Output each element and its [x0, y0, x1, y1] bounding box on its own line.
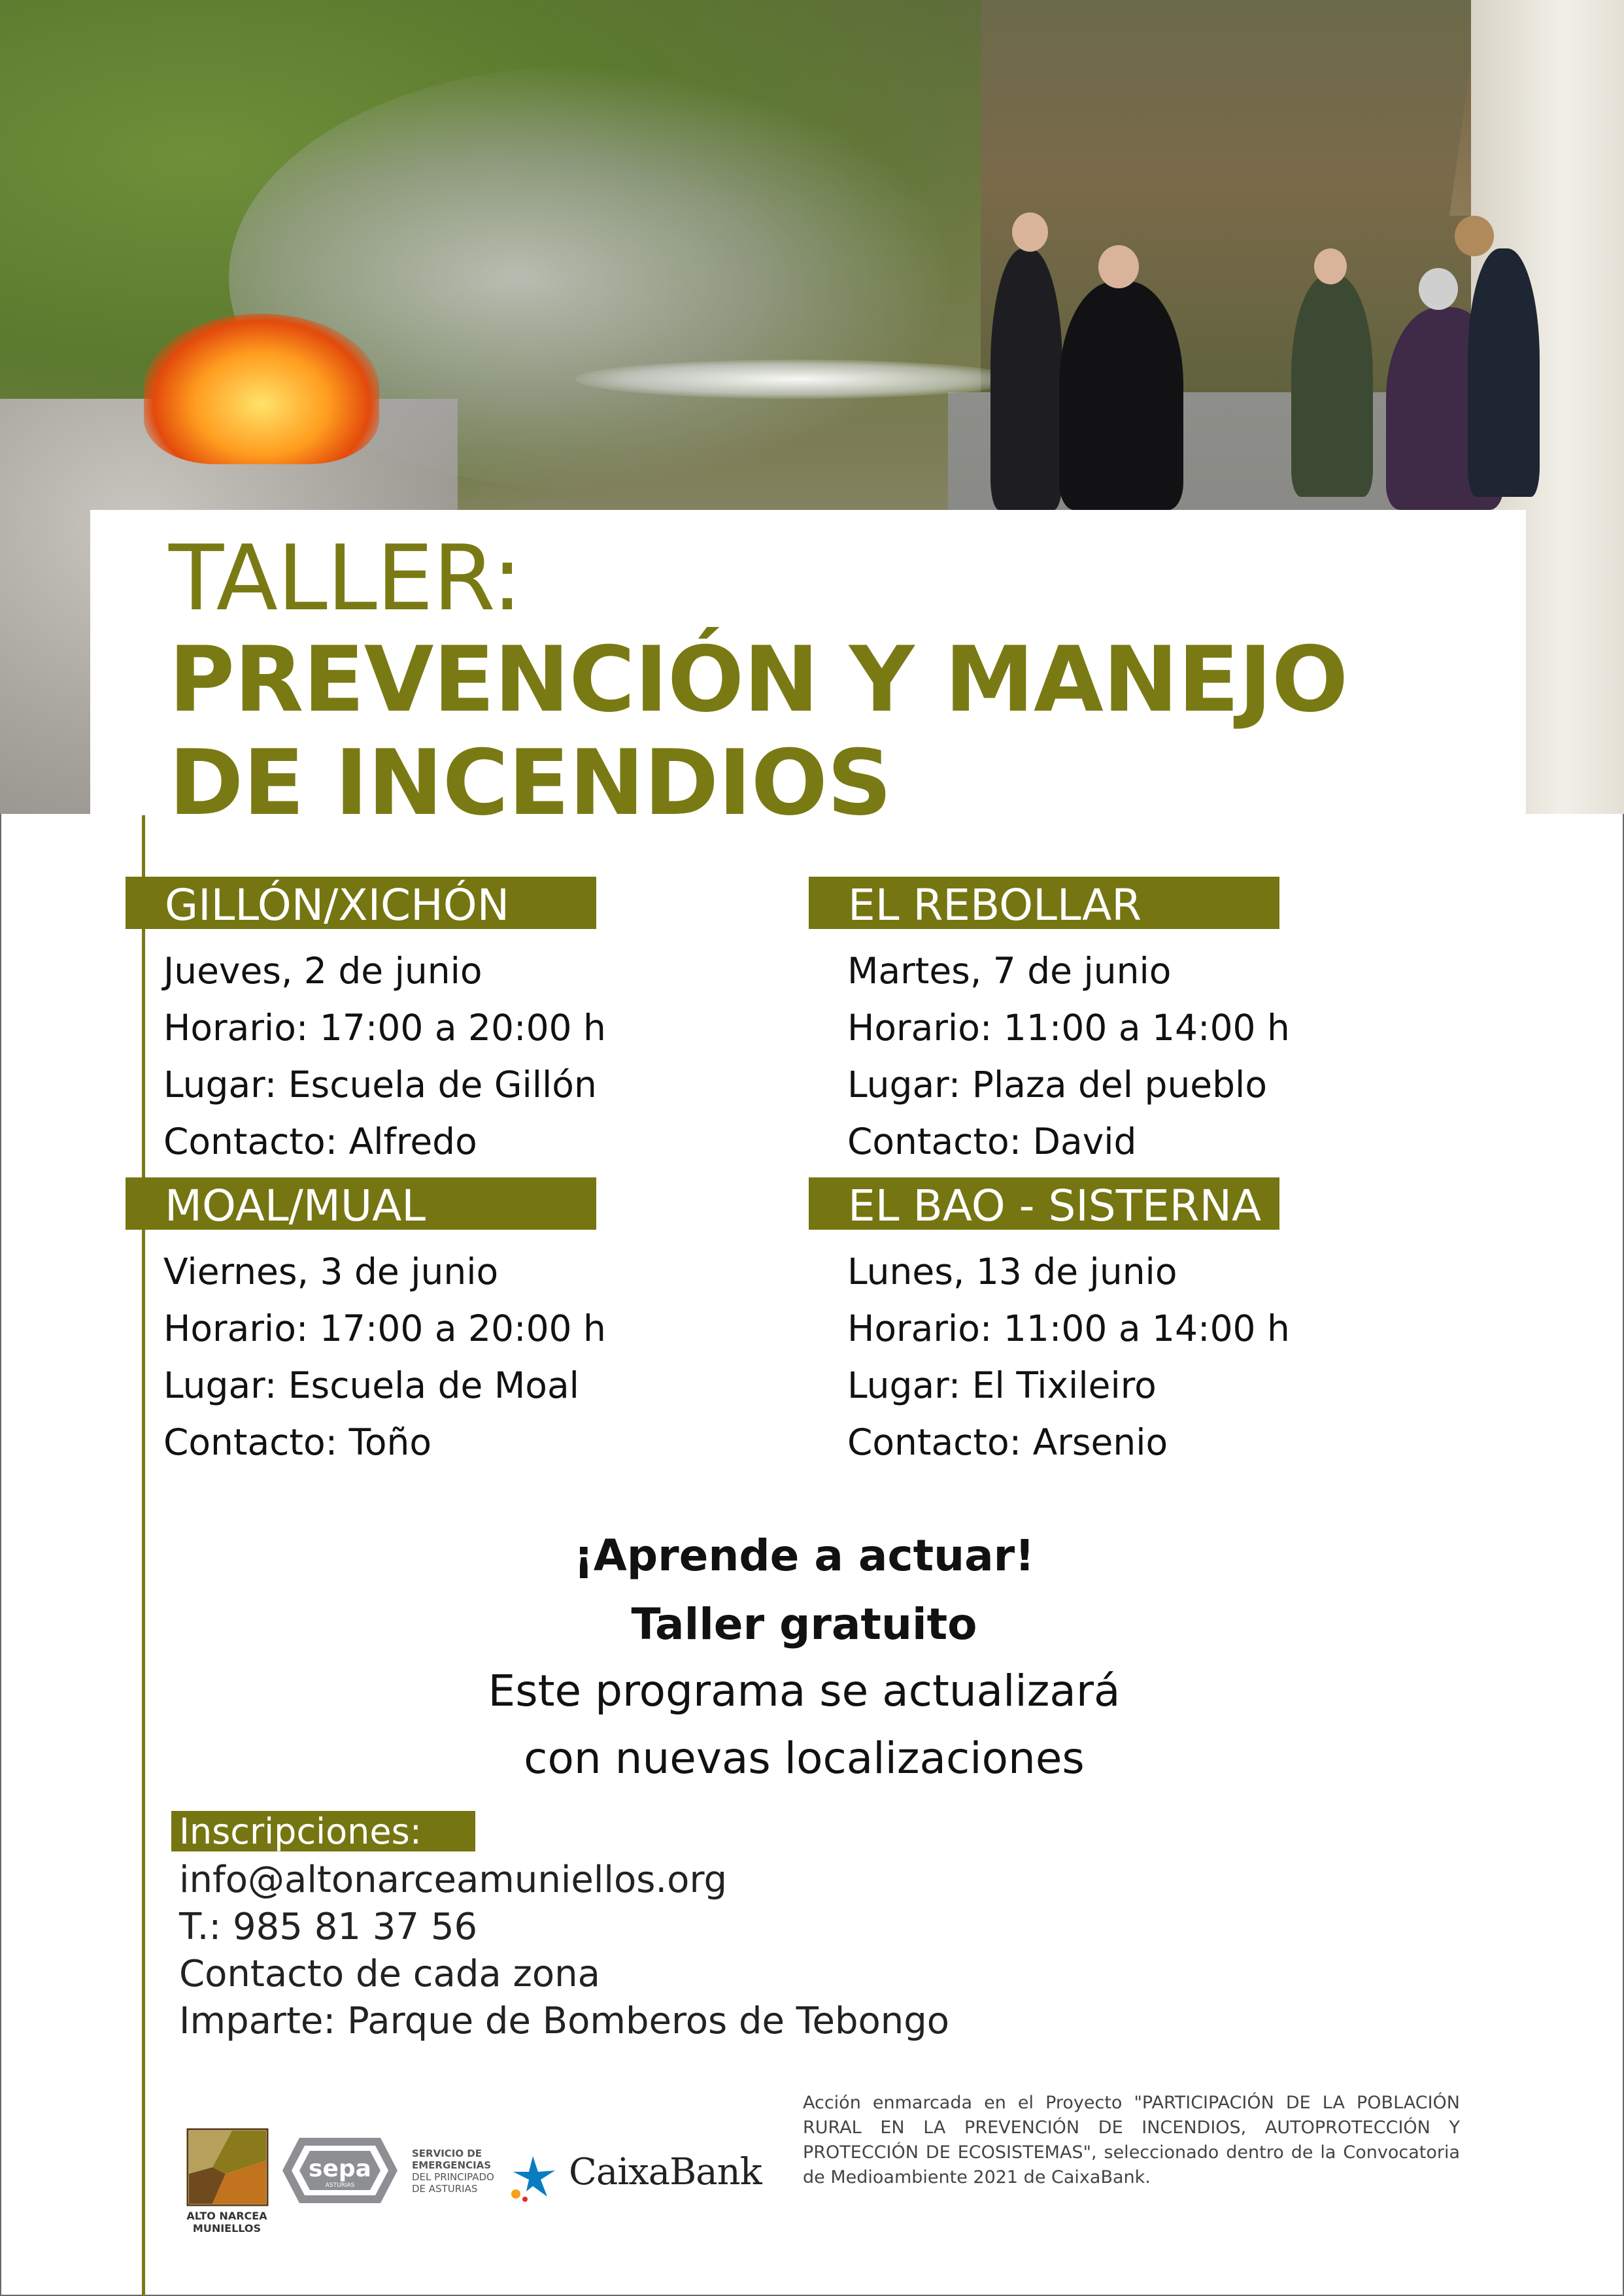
sepa-text-3: DEL PRINCIPADO	[412, 2171, 494, 2183]
location-place: Lugar: Plaza del pueblo	[847, 1064, 1267, 1106]
inscriptions-phone: T.: 985 81 37 56	[179, 1906, 478, 1948]
alto-narcea-logo-icon	[186, 2128, 269, 2206]
location-contact: Contacto: Toño	[163, 1421, 432, 1463]
photo-person	[990, 248, 1062, 510]
photo-water-jet	[575, 360, 1020, 399]
location-heading-gillon: GILLÓN/XICHÓN	[126, 877, 596, 929]
location-contact: Contacto: David	[847, 1121, 1137, 1162]
sepa-logo-sub: ASTURIAS	[325, 2182, 355, 2189]
title-line-2: PREVENCIÓN Y MANEJO	[169, 627, 1348, 732]
sepa-text-1: SERVICIO DE	[412, 2148, 482, 2159]
photo-person-head	[1012, 212, 1048, 252]
photo-person-head	[1455, 216, 1494, 256]
inscriptions-email[interactable]: info@altonarceamuniellos.org	[179, 1859, 728, 1901]
location-place: Lugar: Escuela de Moal	[163, 1364, 579, 1406]
sepa-description	[412, 2148, 494, 2195]
location-heading-moal: MOAL/MUAL	[126, 1177, 596, 1230]
cta-update-line-2: con nuevas localizaciones	[524, 1733, 1085, 1783]
location-date: Jueves, 2 de junio	[163, 950, 482, 992]
location-hours: Horario: 11:00 a 14:00 h	[847, 1007, 1290, 1049]
location-hours: Horario: 17:00 a 20:00 h	[163, 1308, 606, 1349]
sepa-text-4: DE ASTURIAS	[412, 2183, 478, 2195]
photo-person-head	[1419, 268, 1458, 310]
cta-update-line-1: Este programa se actualizará	[488, 1666, 1121, 1716]
inscriptions-contact: Contacto de cada zona	[179, 1953, 600, 1995]
photo-person	[1059, 281, 1183, 510]
photo-person-head	[1314, 248, 1347, 284]
accent-vertical-line	[142, 815, 145, 2296]
sepa-text-2: EMERGENCIAS	[412, 2159, 492, 2171]
location-hours: Horario: 17:00 a 20:00 h	[163, 1007, 606, 1049]
title-line-3: DE INCENDIOS	[169, 730, 892, 836]
location-place: Lugar: El Tixileiro	[847, 1364, 1157, 1406]
location-date: Lunes, 13 de junio	[847, 1251, 1177, 1292]
location-date: Martes, 7 de junio	[847, 950, 1172, 992]
alto-narcea-line-2: MUNIELLOS	[192, 2222, 262, 2235]
location-contact: Contacto: Arsenio	[847, 1421, 1168, 1463]
inscriptions-teacher: Imparte: Parque de Bomberos de Tebongo	[179, 2000, 950, 2042]
cta-free: Taller gratuito	[631, 1599, 977, 1649]
inscriptions-heading: Inscripciones:	[171, 1811, 475, 1851]
photo-fire	[144, 314, 379, 464]
location-heading-bao-sisterna: EL BAO - SISTERNA	[809, 1177, 1279, 1230]
location-contact: Contacto: Alfredo	[163, 1121, 477, 1162]
location-date: Viernes, 3 de junio	[163, 1251, 499, 1292]
caixabank-logo-text: CaixaBank	[569, 2151, 762, 2193]
sepa-logo-word: sepa	[309, 2155, 371, 2182]
alto-narcea-logo-text	[171, 2210, 282, 2235]
caixabank-star-icon	[507, 2151, 559, 2203]
photo-person-head	[1098, 245, 1139, 288]
project-note: Acción enmarcada en el Proyecto "PARTICIPACIÓN DE LA POBLACIÓN RURAL EN LA PREVENCIÓN DE INCENDIOS, AUTOPROTECCIÓN Y PROTECCIÓN DE ECOSISTEMAS", seleccionado dentro de la Convocatoria de Medioambiente 2021 de CaixaBank.	[803, 2093, 1460, 2187]
title-line-1: TALLER:	[169, 526, 522, 631]
location-heading-rebollar: EL REBOLLAR	[809, 877, 1279, 929]
photo-person	[1468, 248, 1540, 497]
location-place: Lugar: Escuela de Gillón	[163, 1064, 597, 1106]
photo-person	[1291, 275, 1373, 497]
sepa-logo-icon	[281, 2135, 399, 2206]
location-hours: Horario: 11:00 a 14:00 h	[847, 1308, 1290, 1349]
cta-learn: ¡Aprende a actuar!	[573, 1530, 1035, 1581]
alto-narcea-line-1: ALTO NARCEA	[186, 2210, 267, 2222]
